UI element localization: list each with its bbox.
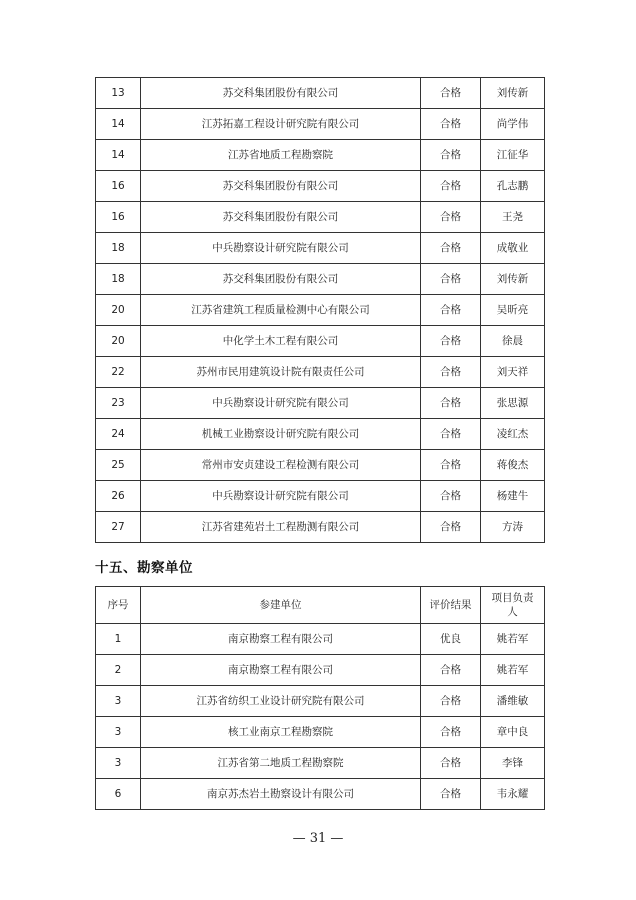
evaluation-result: 合格 bbox=[421, 233, 481, 264]
project-leader: 杨建牛 bbox=[481, 481, 545, 512]
evaluation-result: 合格 bbox=[421, 655, 481, 686]
project-leader: 凌红杰 bbox=[481, 419, 545, 450]
evaluation-result: 合格 bbox=[421, 264, 481, 295]
project-leader: 江征华 bbox=[481, 140, 545, 171]
participating-unit: 江苏省建筑工程质量检测中心有限公司 bbox=[141, 295, 421, 326]
table-row bbox=[96, 357, 545, 388]
header-project-leader bbox=[481, 587, 545, 624]
header-participating-unit: 参建单位 bbox=[141, 587, 421, 624]
table-row bbox=[96, 717, 545, 748]
table-row bbox=[96, 624, 545, 655]
participating-unit: 中兵勘察设计研究院有限公司 bbox=[141, 481, 421, 512]
table-row bbox=[96, 295, 545, 326]
participating-unit: 苏交科集团股份有限公司 bbox=[141, 171, 421, 202]
evaluation-result: 合格 bbox=[421, 295, 481, 326]
table-row bbox=[96, 748, 545, 779]
table-row bbox=[96, 655, 545, 686]
row-number: 16 bbox=[96, 171, 141, 202]
table-row bbox=[96, 481, 545, 512]
project-leader: 姚若军 bbox=[481, 655, 545, 686]
participating-unit: 机械工业勘察设计研究院有限公司 bbox=[141, 419, 421, 450]
participating-unit: 江苏拓嘉工程设计研究院有限公司 bbox=[141, 109, 421, 140]
project-leader: 孔志鹏 bbox=[481, 171, 545, 202]
participating-unit: 苏交科集团股份有限公司 bbox=[141, 78, 421, 109]
evaluation-result: 合格 bbox=[421, 171, 481, 202]
evaluation-result: 合格 bbox=[421, 140, 481, 171]
evaluation-table-continued bbox=[95, 77, 545, 543]
participating-unit: 苏交科集团股份有限公司 bbox=[141, 202, 421, 233]
participating-unit: 南京勘察工程有限公司 bbox=[141, 655, 421, 686]
evaluation-result: 合格 bbox=[421, 779, 481, 810]
evaluation-result: 合格 bbox=[421, 419, 481, 450]
table-row bbox=[96, 140, 545, 171]
project-leader: 张思源 bbox=[481, 388, 545, 419]
project-leader: 刘传新 bbox=[481, 264, 545, 295]
evaluation-result: 合格 bbox=[421, 717, 481, 748]
row-number: 27 bbox=[96, 512, 141, 543]
table-row bbox=[96, 450, 545, 481]
row-number: 24 bbox=[96, 419, 141, 450]
project-leader: 章中良 bbox=[481, 717, 545, 748]
survey-unit-table bbox=[95, 586, 545, 810]
row-number: 25 bbox=[96, 450, 141, 481]
row-number: 16 bbox=[96, 202, 141, 233]
evaluation-result: 合格 bbox=[421, 109, 481, 140]
row-number: 18 bbox=[96, 233, 141, 264]
row-number: 20 bbox=[96, 326, 141, 357]
evaluation-result: 合格 bbox=[421, 202, 481, 233]
table-row bbox=[96, 264, 545, 295]
evaluation-result: 合格 bbox=[421, 481, 481, 512]
table-row bbox=[96, 109, 545, 140]
evaluation-result: 合格 bbox=[421, 512, 481, 543]
row-number: 1 bbox=[96, 624, 141, 655]
evaluation-result: 合格 bbox=[421, 748, 481, 779]
evaluation-result: 优良 bbox=[421, 624, 481, 655]
evaluation-result: 合格 bbox=[421, 388, 481, 419]
evaluation-result: 合格 bbox=[421, 450, 481, 481]
row-number: 22 bbox=[96, 357, 141, 388]
table-row bbox=[96, 419, 545, 450]
row-number: 18 bbox=[96, 264, 141, 295]
row-number: 14 bbox=[96, 109, 141, 140]
section-heading: 十五、勘察单位 bbox=[95, 560, 193, 576]
evaluation-result: 合格 bbox=[421, 326, 481, 357]
row-number: 14 bbox=[96, 140, 141, 171]
project-leader: 潘维敏 bbox=[481, 686, 545, 717]
participating-unit: 江苏省建苑岩土工程勘测有限公司 bbox=[141, 512, 421, 543]
participating-unit: 江苏省第二地质工程勘察院 bbox=[141, 748, 421, 779]
row-number: 3 bbox=[96, 748, 141, 779]
row-number: 2 bbox=[96, 655, 141, 686]
table-row bbox=[96, 512, 545, 543]
header-evaluation-result: 评价结果 bbox=[421, 587, 481, 624]
project-leader: 王尧 bbox=[481, 202, 545, 233]
project-leader: 蒋俊杰 bbox=[481, 450, 545, 481]
project-leader: 韦永耀 bbox=[481, 779, 545, 810]
project-leader: 刘传新 bbox=[481, 78, 545, 109]
participating-unit: 中兵勘察设计研究院有限公司 bbox=[141, 388, 421, 419]
project-leader: 刘天祥 bbox=[481, 357, 545, 388]
row-number: 23 bbox=[96, 388, 141, 419]
row-number: 26 bbox=[96, 481, 141, 512]
table-row bbox=[96, 779, 545, 810]
header-row-number: 序号 bbox=[96, 587, 141, 624]
row-number: 13 bbox=[96, 78, 141, 109]
table-row bbox=[96, 388, 545, 419]
participating-unit: 中化学土木工程有限公司 bbox=[141, 326, 421, 357]
project-leader: 成敬业 bbox=[481, 233, 545, 264]
project-leader: 徐晨 bbox=[481, 326, 545, 357]
participating-unit: 江苏省纺织工业设计研究院有限公司 bbox=[141, 686, 421, 717]
table-row bbox=[96, 171, 545, 202]
row-number: 3 bbox=[96, 686, 141, 717]
project-leader: 尚学伟 bbox=[481, 109, 545, 140]
row-number: 3 bbox=[96, 717, 141, 748]
participating-unit: 苏交科集团股份有限公司 bbox=[141, 264, 421, 295]
table-row bbox=[96, 326, 545, 357]
participating-unit: 南京勘察工程有限公司 bbox=[141, 624, 421, 655]
evaluation-result: 合格 bbox=[421, 357, 481, 388]
participating-unit: 常州市安贞建设工程检测有限公司 bbox=[141, 450, 421, 481]
project-leader: 吴昕亮 bbox=[481, 295, 545, 326]
row-number: 20 bbox=[96, 295, 141, 326]
project-leader: 李锋 bbox=[481, 748, 545, 779]
header-project-leader-label: 项目负责人 bbox=[491, 592, 534, 618]
project-leader: 方涛 bbox=[481, 512, 545, 543]
table-row bbox=[96, 233, 545, 264]
row-number: 6 bbox=[96, 779, 141, 810]
participating-unit: 江苏省地质工程勘察院 bbox=[141, 140, 421, 171]
evaluation-result: 合格 bbox=[421, 78, 481, 109]
table-row bbox=[96, 78, 545, 109]
participating-unit: 中兵勘察设计研究院有限公司 bbox=[141, 233, 421, 264]
participating-unit: 苏州市民用建筑设计院有限责任公司 bbox=[141, 357, 421, 388]
table-row bbox=[96, 686, 545, 717]
evaluation-result: 合格 bbox=[421, 686, 481, 717]
participating-unit: 核工业南京工程勘察院 bbox=[141, 717, 421, 748]
page-number: — 31 — bbox=[292, 831, 344, 846]
table-row bbox=[96, 202, 545, 233]
participating-unit: 南京苏杰岩土勘察设计有限公司 bbox=[141, 779, 421, 810]
table-header-row bbox=[96, 587, 545, 624]
project-leader: 姚若军 bbox=[481, 624, 545, 655]
